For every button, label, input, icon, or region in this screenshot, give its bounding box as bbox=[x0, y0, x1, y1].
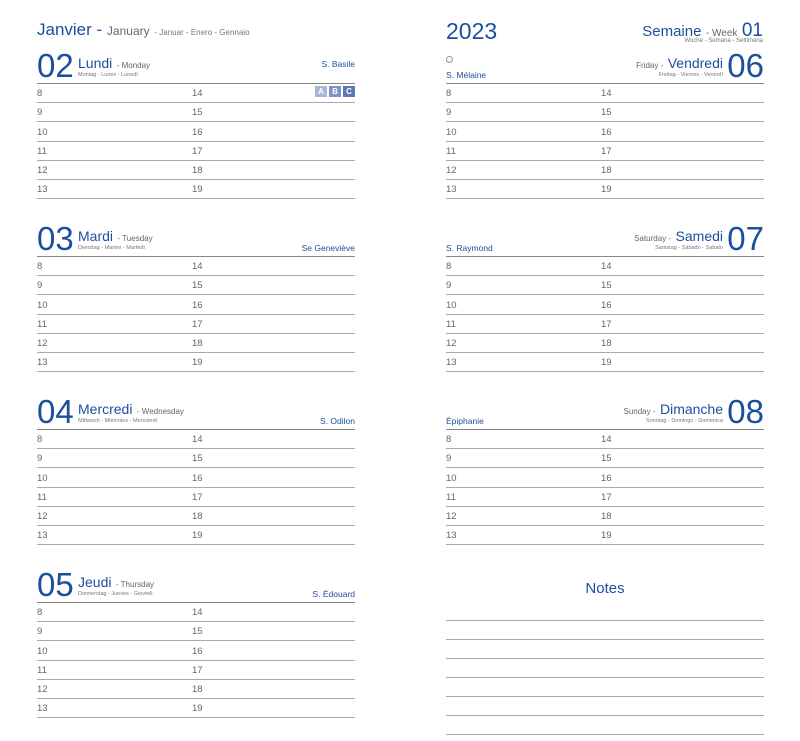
hour-label: 19 bbox=[601, 184, 612, 196]
hour-label: 12 bbox=[446, 164, 457, 176]
hour-label: 19 bbox=[601, 357, 612, 369]
day-name-en: Friday - bbox=[636, 61, 664, 70]
hour-label: 11 bbox=[446, 145, 456, 157]
hour-label: 12 bbox=[446, 337, 457, 349]
hour-row[interactable] bbox=[37, 276, 355, 295]
notes-line[interactable] bbox=[446, 640, 764, 659]
hour-row[interactable] bbox=[37, 699, 355, 718]
day-name-other: Mittwoch - Miércoles - Mercoledì bbox=[78, 418, 158, 424]
hour-label: 8 bbox=[446, 434, 452, 446]
hour-label: 13 bbox=[446, 357, 457, 369]
day-names bbox=[78, 574, 154, 597]
hour-row[interactable] bbox=[446, 180, 764, 199]
hour-label: 13 bbox=[37, 530, 48, 542]
day-number: 07 bbox=[727, 220, 764, 257]
hour-row[interactable] bbox=[37, 603, 355, 622]
hour-row[interactable] bbox=[37, 161, 355, 180]
day-name-fr: Lundi bbox=[78, 55, 113, 71]
hour-rows bbox=[446, 257, 764, 372]
day-number: 05 bbox=[37, 566, 74, 603]
hour-row[interactable] bbox=[37, 430, 355, 449]
hour-label: 18 bbox=[601, 337, 612, 349]
day-header bbox=[446, 393, 764, 430]
hour-label: 12 bbox=[37, 164, 48, 176]
hour-label: 18 bbox=[601, 164, 612, 176]
day-header bbox=[37, 393, 355, 430]
hour-label: 11 bbox=[37, 318, 47, 330]
hour-label: 12 bbox=[37, 337, 48, 349]
week-number: 01 bbox=[741, 20, 763, 41]
year-header: 2023 bbox=[446, 18, 498, 44]
hour-label: 13 bbox=[446, 530, 457, 542]
day-name-other: Samstag - Sábado - Sabato bbox=[655, 245, 723, 251]
day-name-en: - Tuesday bbox=[117, 234, 153, 243]
day-name-en: - Thursday bbox=[115, 580, 155, 589]
hour-label: 17 bbox=[601, 318, 612, 330]
day-name-other: Dienstag - Martes - Martedì bbox=[78, 245, 145, 251]
day-name-other: Sonntag - Domingo - Domenica bbox=[645, 418, 723, 424]
hour-label: 18 bbox=[192, 337, 203, 349]
hour-row[interactable] bbox=[37, 122, 355, 141]
day-name-en: Sunday - bbox=[623, 407, 656, 416]
hour-row[interactable] bbox=[37, 103, 355, 122]
hour-row[interactable] bbox=[37, 295, 355, 314]
hour-label: 14 bbox=[192, 607, 203, 619]
hour-label: 10 bbox=[446, 299, 457, 311]
hour-label: 8 bbox=[37, 88, 43, 100]
day-names bbox=[623, 401, 723, 424]
hour-label: 9 bbox=[446, 107, 452, 119]
hour-label: 8 bbox=[37, 607, 43, 619]
hour-row[interactable] bbox=[37, 142, 355, 161]
month-fr: Janvier - bbox=[37, 20, 103, 39]
day-names bbox=[78, 401, 184, 424]
day-number: 04 bbox=[37, 393, 74, 430]
hour-label: 19 bbox=[192, 357, 203, 369]
hour-rows bbox=[37, 257, 355, 372]
hour-label: 11 bbox=[37, 491, 47, 503]
hour-label: 10 bbox=[37, 645, 48, 657]
day-header bbox=[37, 566, 355, 603]
hour-label: 16 bbox=[192, 645, 203, 657]
hour-label: 12 bbox=[446, 510, 457, 522]
notes-line[interactable] bbox=[446, 659, 764, 678]
day-number: 03 bbox=[37, 220, 74, 257]
hour-row[interactable] bbox=[37, 468, 355, 487]
hour-row[interactable] bbox=[446, 353, 764, 372]
hour-row[interactable] bbox=[37, 680, 355, 699]
notes-line[interactable] bbox=[446, 621, 764, 640]
hour-label: 19 bbox=[192, 703, 203, 715]
hour-label: 14 bbox=[192, 434, 203, 446]
hour-label: 19 bbox=[192, 184, 203, 196]
hour-row[interactable] bbox=[446, 334, 764, 353]
day-block-02 bbox=[37, 47, 355, 202]
hour-label: 15 bbox=[192, 280, 203, 292]
hour-label: 9 bbox=[37, 453, 43, 465]
hour-label: 9 bbox=[446, 280, 452, 292]
hour-row[interactable] bbox=[446, 295, 764, 314]
hour-label: 10 bbox=[446, 126, 457, 138]
hour-row[interactable] bbox=[37, 334, 355, 353]
day-names bbox=[78, 228, 153, 251]
hour-label: 10 bbox=[37, 299, 48, 311]
hour-label: 11 bbox=[37, 145, 47, 157]
day-name-fr: Dimanche bbox=[659, 401, 723, 417]
saint-name: S. Basile bbox=[321, 59, 355, 69]
saint-name: S. Mélaine bbox=[446, 70, 487, 80]
day-name-fr: Mercredi bbox=[78, 401, 133, 417]
hour-label: 13 bbox=[37, 357, 48, 369]
hour-row[interactable] bbox=[37, 180, 355, 199]
day-names bbox=[78, 55, 150, 78]
saint-name: S. Odilon bbox=[320, 416, 355, 426]
hour-label: 16 bbox=[192, 126, 203, 138]
hour-label: 11 bbox=[37, 664, 47, 676]
hour-rows bbox=[37, 84, 355, 199]
badge-c: C bbox=[343, 86, 355, 97]
badge-a: A bbox=[315, 86, 327, 97]
hour-label: 11 bbox=[446, 491, 456, 503]
day-header bbox=[446, 220, 764, 257]
hour-row[interactable] bbox=[37, 315, 355, 334]
hour-label: 17 bbox=[192, 664, 203, 676]
hour-row[interactable] bbox=[37, 449, 355, 468]
hour-rows bbox=[37, 603, 355, 718]
notes-line[interactable] bbox=[446, 602, 764, 621]
hour-label: 14 bbox=[192, 261, 203, 273]
hour-row[interactable] bbox=[446, 122, 764, 141]
hour-label: 8 bbox=[446, 261, 452, 273]
hour-label: 10 bbox=[446, 472, 457, 484]
hour-row[interactable] bbox=[446, 488, 764, 507]
hour-row[interactable] bbox=[37, 257, 355, 276]
day-header bbox=[446, 47, 764, 84]
hour-row[interactable] bbox=[37, 622, 355, 641]
hour-label: 14 bbox=[601, 261, 612, 273]
hour-rows bbox=[446, 430, 764, 545]
hour-label: 15 bbox=[192, 107, 203, 119]
hour-label: 16 bbox=[601, 299, 612, 311]
hour-label: 15 bbox=[601, 453, 612, 465]
hour-label: 15 bbox=[192, 453, 203, 465]
hour-label: 8 bbox=[37, 434, 43, 446]
saint-name: S. Édouard bbox=[312, 589, 355, 599]
day-block-07 bbox=[446, 220, 764, 375]
hour-row[interactable] bbox=[446, 142, 764, 161]
hour-label: 15 bbox=[601, 107, 612, 119]
hour-label: 13 bbox=[37, 703, 48, 715]
hour-label: 13 bbox=[37, 184, 48, 196]
notes-section bbox=[446, 580, 764, 735]
day-header bbox=[37, 220, 355, 257]
hour-row[interactable] bbox=[446, 430, 764, 449]
hour-label: 19 bbox=[192, 530, 203, 542]
hour-row[interactable] bbox=[446, 257, 764, 276]
hour-label: 18 bbox=[601, 510, 612, 522]
hour-label: 18 bbox=[192, 683, 203, 695]
hour-label: 16 bbox=[601, 472, 612, 484]
day-names bbox=[634, 228, 723, 251]
hour-label: 16 bbox=[192, 472, 203, 484]
hour-label: 17 bbox=[601, 491, 612, 503]
hour-row[interactable] bbox=[37, 507, 355, 526]
week-header bbox=[642, 20, 763, 44]
hour-row[interactable] bbox=[446, 449, 764, 468]
hour-rows bbox=[37, 430, 355, 545]
month-en: January bbox=[106, 24, 150, 38]
hour-label: 17 bbox=[601, 145, 612, 157]
badge-b: B bbox=[329, 86, 341, 97]
day-block-06 bbox=[446, 47, 764, 202]
week-fr: Semaine bbox=[642, 23, 702, 40]
day-block-03 bbox=[37, 220, 355, 375]
hour-label: 19 bbox=[601, 530, 612, 542]
hour-label: 10 bbox=[37, 126, 48, 138]
hour-row[interactable] bbox=[446, 103, 764, 122]
saint-name: Se Geneviève bbox=[301, 243, 355, 253]
hour-row[interactable] bbox=[446, 276, 764, 295]
hour-label: 14 bbox=[601, 88, 612, 100]
day-number: 06 bbox=[727, 47, 764, 84]
day-block-05 bbox=[37, 566, 355, 721]
hour-label: 11 bbox=[446, 318, 456, 330]
day-names bbox=[636, 55, 723, 78]
day-name-en: Saturday - bbox=[634, 234, 672, 243]
hour-label: 15 bbox=[192, 626, 203, 638]
hour-label: 10 bbox=[37, 472, 48, 484]
month-header bbox=[37, 20, 250, 40]
hour-label: 9 bbox=[446, 453, 452, 465]
hour-label: 15 bbox=[601, 280, 612, 292]
hour-label: 18 bbox=[192, 510, 203, 522]
hour-label: 9 bbox=[37, 626, 43, 638]
hour-label: 17 bbox=[192, 145, 203, 157]
hour-label: 16 bbox=[192, 299, 203, 311]
hour-label: 14 bbox=[601, 434, 612, 446]
hour-row[interactable] bbox=[37, 353, 355, 372]
hour-row[interactable] bbox=[446, 84, 764, 103]
hour-row[interactable] bbox=[446, 161, 764, 180]
hour-label: 9 bbox=[37, 280, 43, 292]
hour-row[interactable] bbox=[446, 526, 764, 545]
day-block-04 bbox=[37, 393, 355, 548]
day-name-other: Donnerstag - Jueves - Giovedì bbox=[78, 591, 153, 597]
hour-label: 12 bbox=[37, 683, 48, 695]
hour-label: 14 bbox=[192, 88, 203, 100]
week-en: - Week bbox=[705, 28, 738, 39]
hour-row[interactable] bbox=[446, 315, 764, 334]
day-name-fr: Jeudi bbox=[78, 574, 112, 590]
hour-row[interactable] bbox=[37, 661, 355, 680]
hour-row[interactable] bbox=[37, 641, 355, 660]
hour-row[interactable] bbox=[37, 488, 355, 507]
day-name-en: - Wednesday bbox=[136, 407, 184, 416]
hour-label: 18 bbox=[192, 164, 203, 176]
hour-label: 8 bbox=[446, 88, 452, 100]
hour-rows bbox=[446, 84, 764, 199]
saint-name: Épiphanie bbox=[446, 416, 484, 426]
hour-label: 12 bbox=[37, 510, 48, 522]
hour-label: 17 bbox=[192, 491, 203, 503]
month-other: - Januar - Enero - Gennaio bbox=[154, 28, 250, 37]
day-number: 02 bbox=[37, 47, 74, 84]
hour-label: 8 bbox=[37, 261, 43, 273]
hour-label: 16 bbox=[601, 126, 612, 138]
hour-label: 9 bbox=[37, 107, 43, 119]
day-block-08 bbox=[446, 393, 764, 548]
day-name-other: Freitag - Viernes - Venerdì bbox=[658, 72, 723, 78]
moon-phase-icon bbox=[446, 56, 453, 63]
notes-line[interactable] bbox=[446, 716, 764, 735]
day-name-en: - Monday bbox=[116, 61, 151, 70]
hour-label: 13 bbox=[446, 184, 457, 196]
saint-name: S. Raymond bbox=[446, 243, 493, 253]
day-header bbox=[37, 47, 355, 84]
notes-line[interactable] bbox=[446, 678, 764, 697]
day-name-fr: Vendredi bbox=[667, 55, 723, 71]
hour-row[interactable] bbox=[446, 468, 764, 487]
notes-line[interactable] bbox=[446, 697, 764, 716]
hour-row[interactable] bbox=[37, 84, 355, 103]
notes-title: Notes bbox=[585, 580, 625, 597]
hour-row[interactable] bbox=[37, 526, 355, 545]
day-name-other: Montag - Lunes - Lunedì bbox=[78, 72, 138, 78]
day-name-fr: Mardi bbox=[78, 228, 114, 244]
hour-row[interactable] bbox=[446, 507, 764, 526]
day-number: 08 bbox=[727, 393, 764, 430]
hour-label: 17 bbox=[192, 318, 203, 330]
day-name-fr: Samedi bbox=[675, 228, 723, 244]
week-other: Woche - Semana - Settimana bbox=[684, 38, 763, 44]
